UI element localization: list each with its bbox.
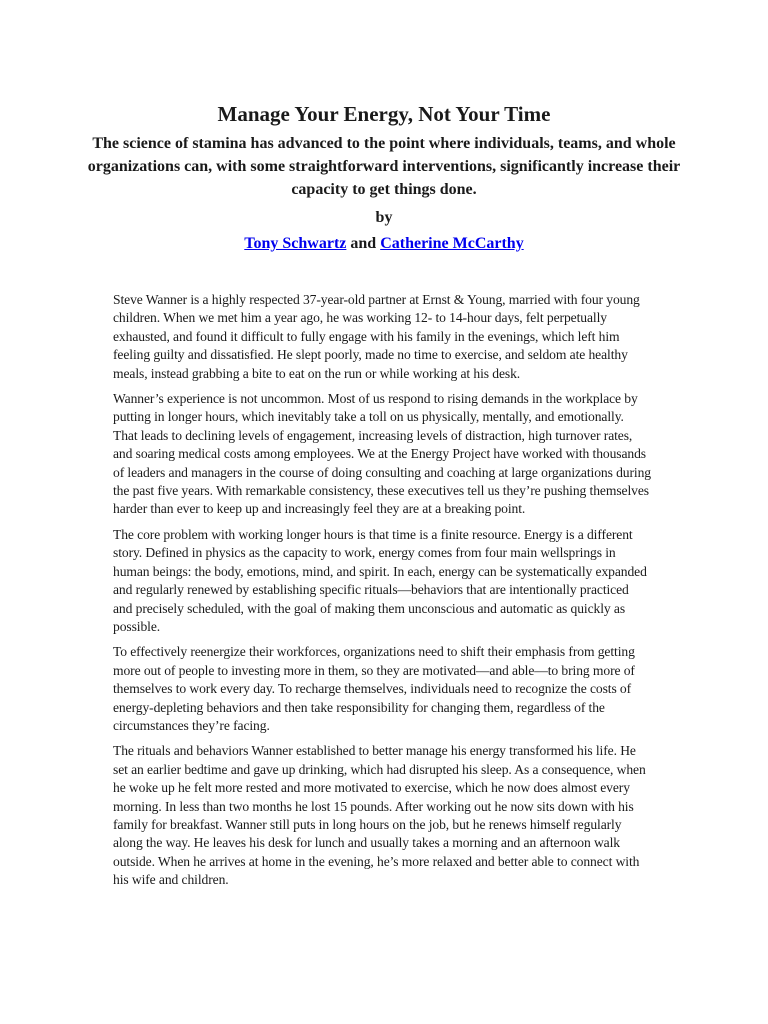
- article-title: Manage Your Energy, Not Your Time: [217, 102, 551, 126]
- article-body: [113, 291, 651, 890]
- author-line: [0, 233, 768, 255]
- paragraph: Steve Wanner is a highly respected 37-year-old partner at Ernst & Young, married with four young children. When we met him a year ago, he was working 12- to 14-hour days, felt perpetually exhausted, and found it difficult to fully engage with his family in the evenings, which left him feeling guilty and dissatisfied. He slept poorly, made no time to exercise, and seldom ate healthy meals, instead grabbing a bite to eat on the run or while working at his desk.: [113, 292, 640, 381]
- paragraph: The core problem with working longer hours is that time is a finite resource. Energy is a different story. Defined in physics as the capacity to work, energy comes from four main wellsprings in human beings: the body, emotions, mind, and spirit. In each, energy can be systematically expanded and regularly renewed by establishing specific rituals—behaviors that are intentionally practiced and precisely scheduled, with the goal of making them unconscious and automatic as quickly as possible.: [113, 526, 647, 634]
- author-link-tony-schwartz[interactable]: Tony Schwartz: [244, 235, 347, 252]
- byline-by: by: [375, 209, 393, 226]
- paragraph: The rituals and behaviors Wanner established to better manage his energy transformed his life. He set an earlier bedtime and gave up drinking, which had disrupted his sleep. As a consequence, when he woke up he felt more rested and more motivated to exercise, which he now does almost every morning. In less than two months he lost 15 pounds. After working out he now sits down with his family for breakfast. Wanner still puts in long hours on the job, but he renews himself regularly along the way. He leaves his desk for lunch and usually takes a morning and an afternoon walk outside. When he arrives at home in the evening, he’s more relaxed and better able to connect with his wife and children.: [113, 743, 646, 888]
- article-subtitle: The science of stamina has advanced to the point where individuals, teams, and whole organizations can, with some straightforward interventions, significantly increase their capacity to get things done.: [87, 135, 681, 198]
- author-separator: and: [346, 235, 381, 252]
- paragraph: Wanner’s experience is not uncommon. Most of us respond to rising demands in the workplace by putting in longer hours, which inevitably take a toll on us physically, mentally, and emotionally. That leads to declining levels of engagement, increasing levels of distraction, high turnover rates, and soaring medical costs among employees. We at the Energy Project have worked with thousands of leaders and managers in the course of doing consulting and coaching at large organizations during the past five years. With remarkable consistency, these executives tell us they’re pushing themselves harder than ever to keep up and increasingly feel they are at a breaking point.: [113, 391, 651, 517]
- paragraph: To effectively reenergize their workforces, organizations need to shift their emphasis from getting more out of people to investing more in them, so they are motivated—and able—to bring more of themselves to work every day. To recharge themselves, individuals need to recognize the costs of energy-depleting behaviors and then take responsibility for changing them, regardless of the circumstances they’re facing.: [113, 644, 635, 733]
- author-link-catherine-mccarthy[interactable]: Catherine McCarthy: [380, 235, 524, 252]
